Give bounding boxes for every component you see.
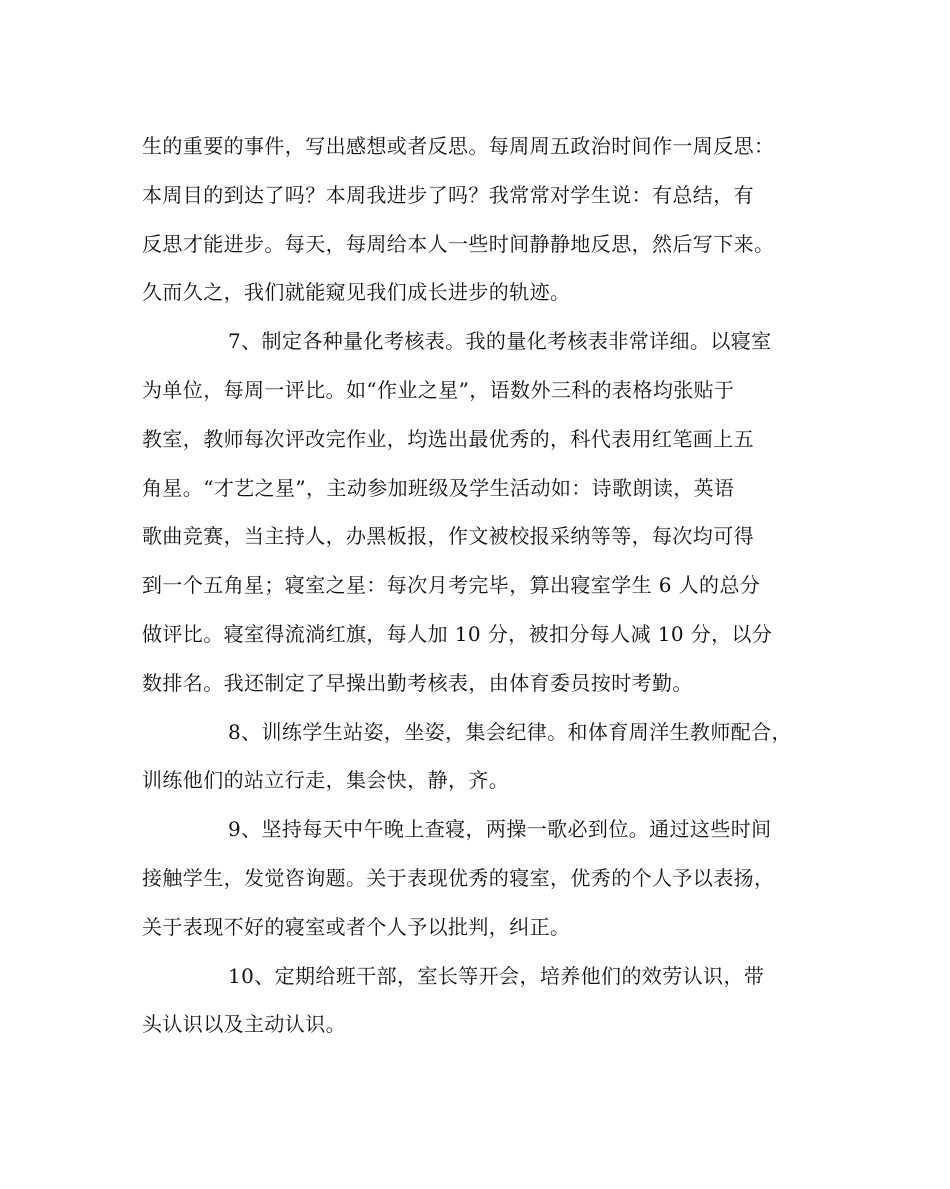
paragraph-start-line: 7、制定各种量化考核表。我的量化考核表非常详细。以寝室 bbox=[228, 329, 772, 354]
text-line: 接触学生，发觉咨询题。关于表现优秀的寝室，优秀的个人予以表扬， bbox=[142, 865, 775, 890]
text-line: 教室，教师每次评改完作业，均选出最优秀的，科代表用红笔画上五 bbox=[142, 426, 754, 451]
text-line: 到一个五角星；寝室之星：每次月考完毕，算出寝室学生 6 人的总分 bbox=[142, 573, 761, 598]
paragraph-start-line: 10、定期给班干部，室长等开会，培养他们的效劳认识，带 bbox=[228, 963, 765, 988]
text-line: 头认识以及主动认识。 bbox=[142, 1012, 346, 1037]
text-line: 做评比。寝室得流淌红旗，每人加 10 分，被扣分每人减 10 分，以分 bbox=[142, 621, 773, 646]
text-line: 久而久之，我们就能窥见我们成长进步的轨迹。 bbox=[142, 280, 571, 305]
text-line: 角星。“才艺之星”，主动参加班级及学生活动如：诗歌朗读，英语 bbox=[142, 475, 735, 500]
text-line: 为单位，每周一评比。如“作业之星”，语数外三科的表格均张贴于 bbox=[142, 377, 735, 402]
paragraph-start-line: 8、训练学生站姿，坐姿，集会纪律。和体育周洋生教师配合， bbox=[228, 719, 792, 744]
text-line: 训练他们的站立行走，集会快，静，齐。 bbox=[142, 768, 510, 793]
text-line: 歌曲竞赛，当主持人，办黑板报，作文被校报采纳等等，每次均可得 bbox=[142, 524, 754, 549]
document-body bbox=[142, 122, 822, 1049]
text-line: 生的重要的事件，写出感想或者反思。每周周五政治时间作一周反思： bbox=[142, 134, 775, 158]
text-line: 关于表现不好的寝室或者个人予以批判，纠正。 bbox=[142, 914, 571, 939]
text-line: 反思才能进步。每天，每周给本人一些时间静静地反思，然后写下来。 bbox=[142, 231, 775, 256]
paragraph-start-line: 9、坚持每天中午晚上查寝，两操一歌必到位。通过这些时间 bbox=[228, 817, 772, 842]
text-line: 数排名。我还制定了早操出勤考核表，由体育委员按时考勤。 bbox=[142, 670, 693, 695]
text-line: 本周目的到达了吗？本周我进步了吗？我常常对学生说：有总结，有 bbox=[142, 182, 754, 207]
